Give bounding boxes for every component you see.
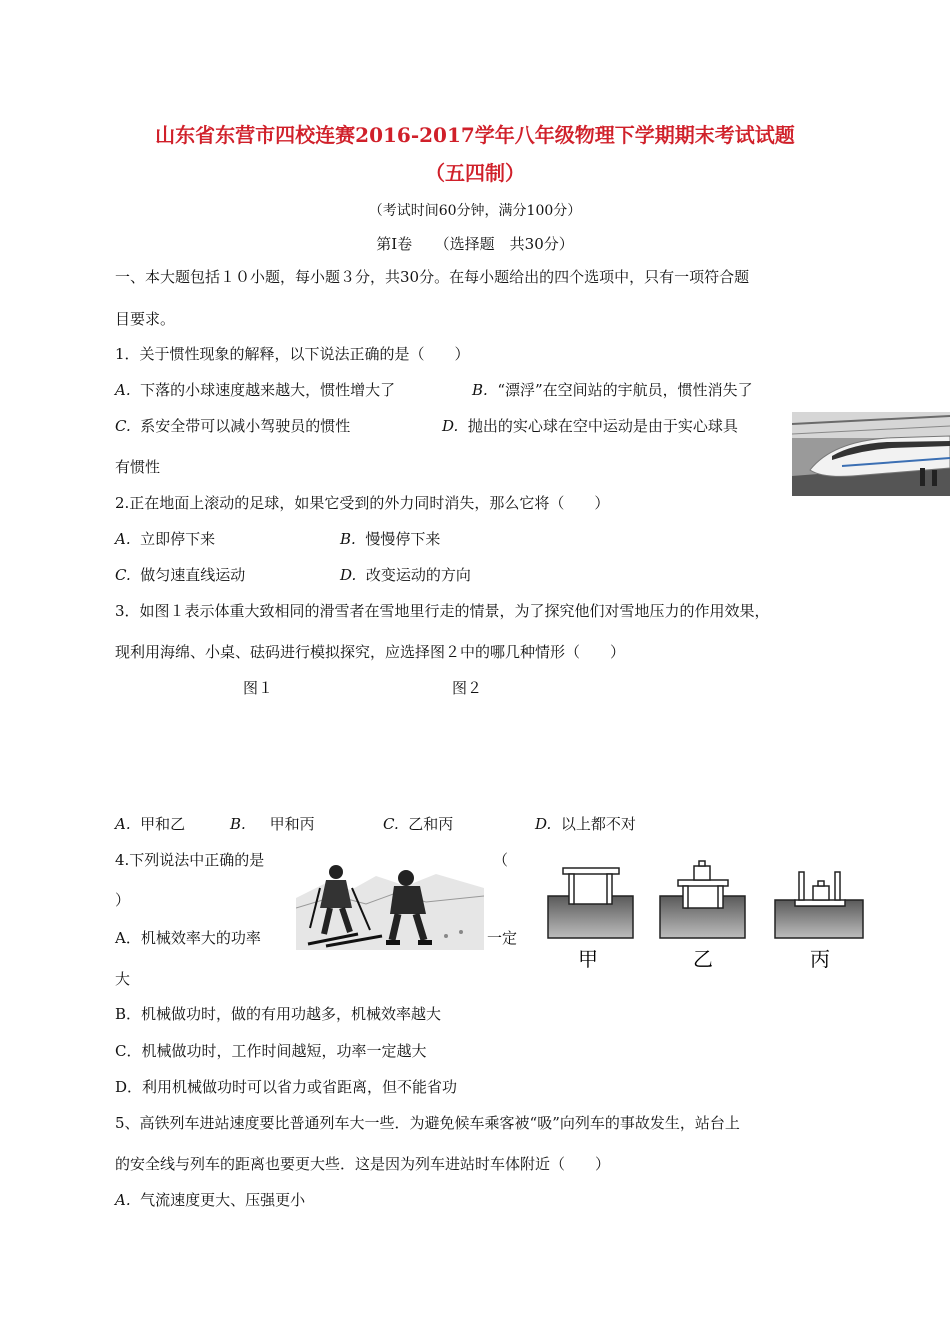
- q3-stem-2: 现利用海绵、小桌、砝码进行模拟探究，应选择图２中的哪几种情形（ ）: [115, 643, 626, 661]
- q2-stem: 2.正在地面上滚动的足球，如果它受到的外力同时消失，那么它将（ ）: [115, 494, 610, 512]
- skiers-figure: [296, 858, 484, 950]
- q2-a-letter: A.: [115, 530, 131, 548]
- q3-fig2-caption: 图２: [452, 679, 483, 697]
- q3-option-b: [230, 814, 315, 834]
- q3-c-text: 乙和丙: [408, 815, 454, 833]
- q3-c-letter: C.: [383, 815, 399, 833]
- q5-a-text: 气流速度更大、压强更小: [140, 1191, 306, 1209]
- q2-option-b: [340, 529, 440, 549]
- q2-d-letter: D.: [340, 566, 357, 584]
- train-photo: [792, 412, 950, 496]
- label-jia: 甲: [578, 947, 598, 971]
- q3-option-c: [383, 814, 453, 834]
- q1-stem: 1．关于惯性现象的解释，以下说法正确的是（ ）: [115, 345, 470, 363]
- q1-a-letter: A.: [115, 381, 131, 399]
- q2-c-letter: C.: [115, 566, 131, 584]
- q3-b-text: 甲和丙: [269, 815, 315, 833]
- q4-option-d: D．利用机械做功时可以省力或省距离，但不能省功: [115, 1078, 458, 1096]
- q3-a-letter: A.: [115, 815, 131, 833]
- q3-d-text: 以上都不对: [560, 815, 636, 833]
- setup-yi: [660, 861, 745, 938]
- q3-d-letter: D.: [535, 815, 552, 833]
- q5-stem-1: 5、高铁列车进站速度要比普通列车大一些．为避免候车乘客被“吸”向列车的事故发生，站台上: [115, 1114, 740, 1132]
- q4-option-a-2: 一定: [487, 929, 518, 947]
- q1-option-d: [442, 416, 738, 436]
- q2-d-text: 改变运动的方向: [365, 566, 471, 584]
- q4-option-b: B．机械做功时，做的有用功越多，机械效率越大: [115, 1005, 442, 1023]
- q2-b-letter: B.: [340, 530, 356, 548]
- page-title: 山东省东营市四校连赛2016-2017学年八年级物理下学期期末考试试题: [155, 123, 795, 147]
- intro-line-2: 目要求。: [115, 310, 176, 328]
- q1-c-letter: C.: [115, 417, 131, 435]
- q1-c-text: 系安全带可以减小驾驶员的惯性: [140, 417, 351, 435]
- q4-stem: 4.下列说法中正确的是: [115, 851, 265, 869]
- q1-d-letter: D.: [442, 417, 459, 435]
- section-title: 第Ⅰ卷 （选择题 共30分）: [376, 235, 574, 253]
- q1-option-a: [115, 380, 395, 400]
- setup-jia: [548, 868, 633, 938]
- q1-option-d-cont: 有惯性: [115, 458, 161, 476]
- label-bing: 丙: [810, 947, 830, 971]
- q1-option-b: [472, 380, 753, 400]
- q5-a-letter: A.: [115, 1191, 131, 1209]
- q4-paren-open: （: [493, 851, 509, 869]
- q1-b-letter: B.: [472, 381, 488, 399]
- q4-option-a-1: A．机械效率大的功率: [115, 929, 261, 947]
- q5-stem-2: 的安全线与列车的距离也要更大些．这是因为列车进站时车体附近（ ）: [115, 1155, 611, 1173]
- setup-bing: [775, 872, 863, 938]
- q3-option-d: [535, 814, 636, 834]
- q2-option-a: [115, 529, 215, 549]
- q1-a-text: 下落的小球速度越来越大，惯性增大了: [140, 381, 396, 399]
- q3-fig1-caption: 图１: [243, 679, 274, 697]
- q2-b-text: 慢慢停下来: [365, 530, 441, 548]
- q2-a-text: 立即停下来: [140, 530, 216, 548]
- q2-option-d: [340, 565, 471, 585]
- q2-option-c: [115, 565, 245, 585]
- intro-line-1: 一、本大题包括１０小题，每小题３分，共30分。在每小题给出的四个选项中，只有一项符合题: [115, 268, 750, 286]
- q1-option-c: [115, 416, 350, 436]
- q3-stem-1: 3．如图１表示体重大致相同的滑雪者在雪地里行走的情景，为了探究他们对雪地压力的作用效果，: [115, 602, 770, 620]
- q4-option-a-3: 大: [115, 970, 131, 988]
- page-subtitle: （五四制）: [425, 161, 525, 185]
- q4-paren-close: ）: [115, 891, 131, 909]
- q3-option-a: [115, 814, 185, 834]
- q1-b-text: “漂浮”在空间站的宇航员，惯性消失了: [497, 381, 753, 399]
- label-yi: 乙: [693, 947, 713, 971]
- q4-option-c: C．机械做功时，工作时间越短，功率一定越大: [115, 1042, 427, 1060]
- exam-info: （考试时间60分钟，满分100分）: [368, 203, 582, 219]
- sponge-table-figure: [543, 858, 873, 973]
- q2-c-text: 做匀速直线运动: [140, 566, 246, 584]
- q1-d-text: 抛出的实心球在空中运动是由于实心球具: [467, 417, 738, 435]
- q5-option-a: [115, 1190, 305, 1210]
- q3-b-letter: B.: [230, 815, 246, 833]
- q3-a-text: 甲和乙: [140, 815, 186, 833]
